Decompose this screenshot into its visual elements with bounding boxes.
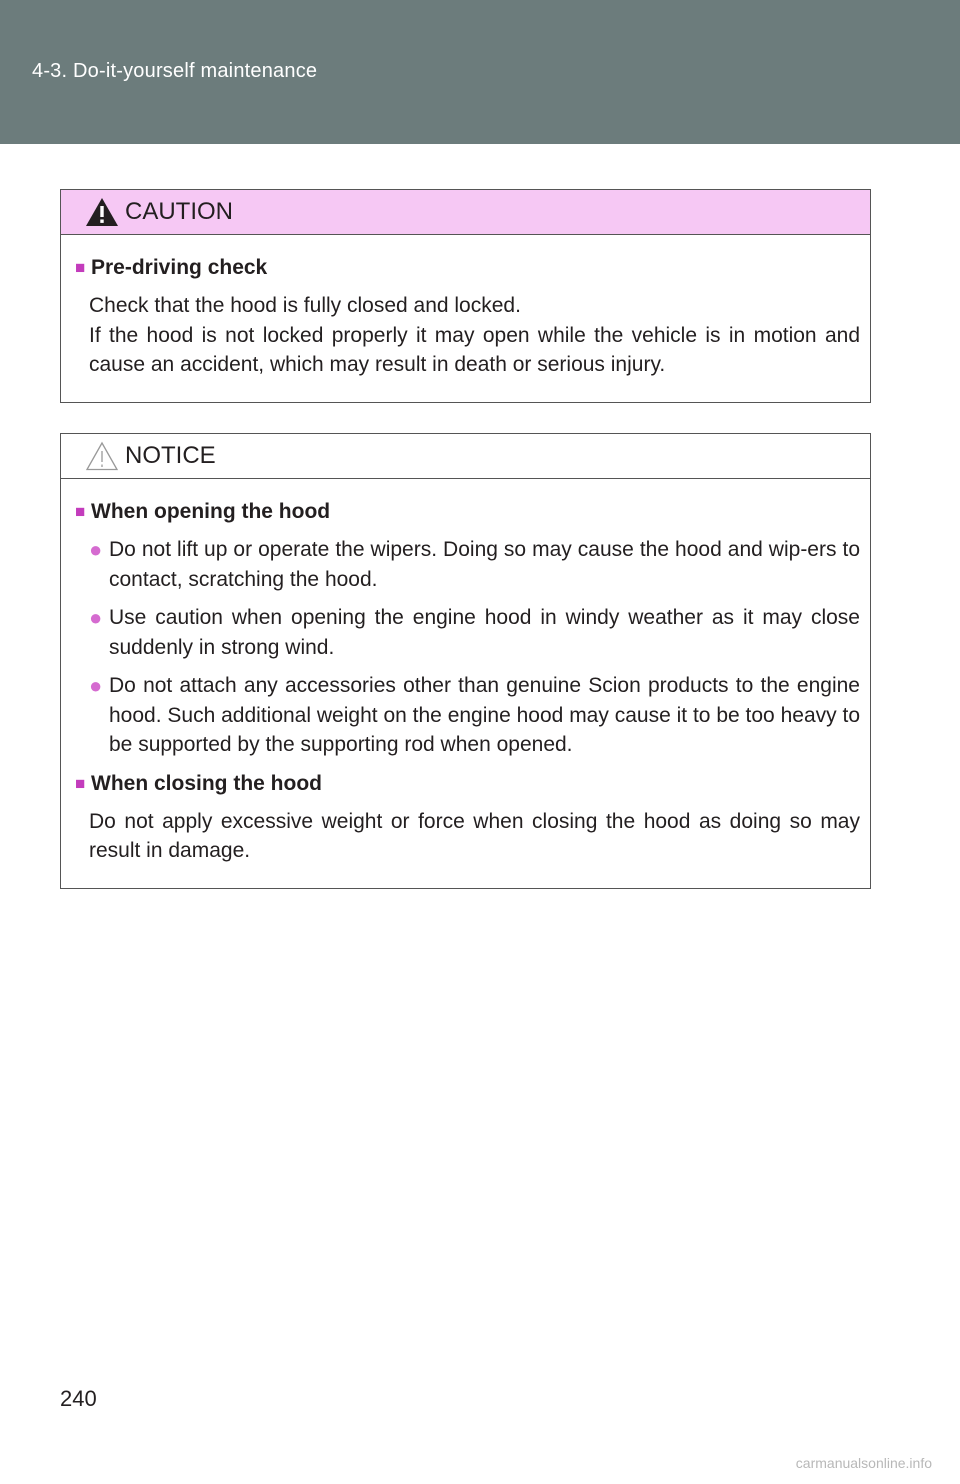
- notice-title: NOTICE: [125, 442, 216, 469]
- list-item: ● Do not lift up or operate the wipers. Doing so may cause the hood and wip-ers to contact, scratching the hood.: [89, 537, 860, 591]
- circle-bullet-icon: ●: [89, 605, 103, 630]
- notice-triangle-icon: [85, 441, 119, 471]
- notice-body: [61, 479, 870, 890]
- closing-hood-heading: ■ When closing the hood: [75, 769, 860, 798]
- list-item: ● Do not attach any accessories other than genuine Scion products to the engine hood. Such additional weight on the engine hood may cause it to be too heavy to be supported by the supporting rod when opened.: [89, 673, 860, 756]
- caution-body: [61, 235, 870, 404]
- page-header: [0, 0, 960, 144]
- watermark: carmanualsonline.info: [795, 1455, 932, 1471]
- caution-line: Check that the hood is fully closed and locked.: [89, 294, 521, 317]
- opening-hood-heading: ■ When opening the hood: [75, 497, 860, 526]
- notice-box: [60, 433, 871, 889]
- caution-header: [61, 190, 870, 235]
- caution-box: [60, 189, 871, 403]
- warning-triangle-icon: [85, 197, 119, 227]
- list-item: ● Use caution when opening the engine hood in windy weather as it may close suddenly in strong wind.: [89, 605, 860, 659]
- page-number: 240: [60, 1386, 97, 1411]
- square-bullet-icon: ■: [75, 258, 86, 277]
- caution-title: CAUTION: [125, 198, 233, 225]
- pre-driving-check-heading: ■ Pre-driving check: [75, 253, 860, 282]
- square-bullet-icon: ■: [75, 502, 86, 521]
- caution-line: If the hood is not locked properly it may open while the vehicle is in motion and cause an accident, which may result in death or serious injury.: [89, 323, 860, 376]
- circle-bullet-icon: ●: [89, 673, 103, 698]
- notice-header: [61, 434, 870, 479]
- square-bullet-icon: ■: [75, 773, 86, 793]
- circle-bullet-icon: ●: [89, 537, 103, 562]
- section-title: 4-3. Do-it-yourself maintenance: [32, 60, 318, 82]
- closing-hood-text: Do not apply excessive weight or force when closing the hood as doing so may result in damage.: [89, 809, 860, 862]
